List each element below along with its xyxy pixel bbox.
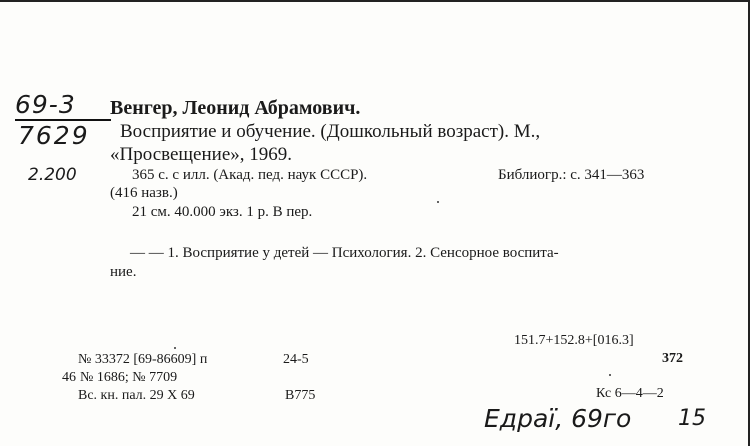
ink-speck (437, 201, 439, 203)
subjects-line-2: ние. (110, 264, 137, 280)
call-number-top-text: 69-3 (15, 90, 76, 119)
code-b: В775 (285, 388, 316, 403)
title-line: Восприятие и обучение. (Дошкольный возраст). М., (120, 121, 541, 142)
handwritten-note-left: 2.200 (28, 165, 77, 185)
ink-speck (609, 374, 611, 376)
kc-code: Кс 6—4—2 (596, 386, 664, 401)
titles-count: (416 назв.) (110, 185, 178, 201)
format-line: 21 см. 40.000 экз. 1 р. В пер. (132, 204, 313, 220)
author-heading: Венгер, Леонид Абрамович. (110, 97, 361, 119)
chamber-line: Вс. кн. пал. 29 X 69 (78, 388, 195, 403)
handwritten-call-number-bottom: 7629 (18, 121, 90, 150)
handwritten-signature: Едраї, 69го (484, 404, 632, 433)
handwritten-call-number-top (15, 92, 76, 117)
bibliography-note: Библиогр.: с. 341—363 (498, 167, 645, 183)
ink-speck (174, 347, 176, 349)
number-line: № 33372 [69-86609] п (78, 352, 208, 367)
numbers-line: № 1686; № 7709 (80, 370, 178, 385)
pages-line: 365 с. с илл. (Акад. пед. наук СССР). (132, 167, 368, 183)
prefix-46: 46 (62, 370, 76, 385)
publisher-line: «Просвещение», 1969. (110, 144, 293, 165)
classification-index: 151.7+152.8+[016.3] (514, 333, 634, 348)
class-number: 372 (662, 351, 683, 366)
subjects-line-1: — — 1. Восприятие у детей — Психология. 2. Сенсорное воспита- (130, 245, 559, 261)
handwritten-note-right: 15 (678, 406, 706, 431)
code-24: 24-5 (283, 352, 309, 367)
